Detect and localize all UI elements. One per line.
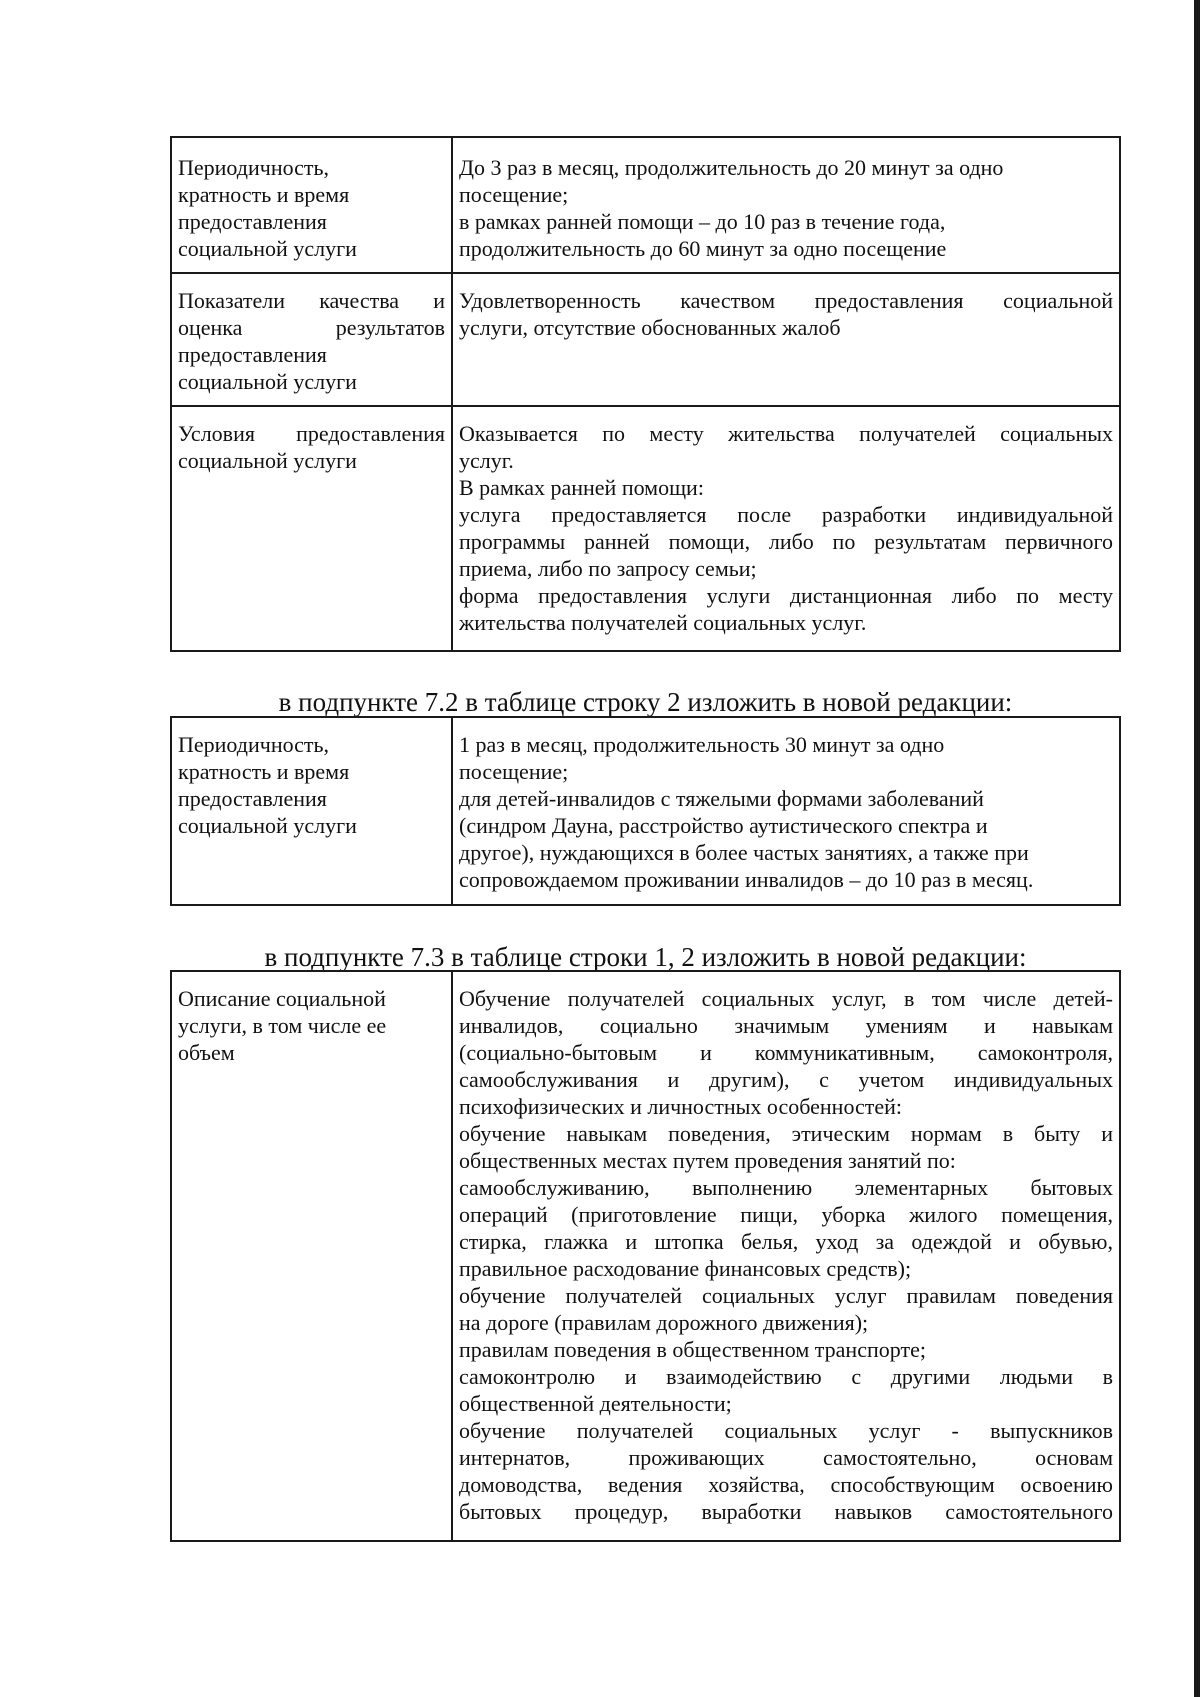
content-line: услуг.	[459, 448, 514, 473]
table-section-7-1	[170, 136, 1121, 652]
heading-subsection-7-3: в подпункте 7.3 в таблице строки 1, 2 изложить в новой редакции:	[264, 942, 1027, 972]
content-line: общественных местах путем проведения занятий по:	[459, 1148, 956, 1173]
label-line: услуги, в том числе ее	[178, 1013, 387, 1038]
label-line: Описание социальной	[178, 986, 386, 1011]
content-line: посещение;	[459, 759, 569, 784]
content-line: Оказывается по месту жительства получателей социальных	[459, 421, 1113, 446]
content-line: 1 раз в месяц, продолжительность 30 минут за одно	[459, 732, 945, 757]
content-line: (синдром Дауна, расстройство аутистического спектра и	[459, 813, 988, 838]
label-line: социальной услуги	[178, 236, 357, 261]
row-content-periodicity	[452, 717, 1120, 905]
heading-subsection-7-2: в подпункте 7.2 в таблице строку 2 изложить в новой редакции:	[278, 687, 1013, 717]
content-line: посещение;	[459, 182, 569, 207]
row-content-periodicity	[452, 137, 1120, 273]
content-line: форма предоставления услуги дистанционная либо по месту	[459, 583, 1113, 608]
content-line: общественной деятельности;	[459, 1391, 732, 1416]
content-line: самообслуживания и другим), с учетом индивидуальных	[459, 1067, 1113, 1092]
row-content-conditions	[452, 406, 1120, 651]
row-label-description	[171, 971, 452, 1541]
content-line: стирка, глажка и штопка белья, уход за одеждой и обувью,	[459, 1229, 1113, 1254]
content-line: домоводства, ведения хозяйства, способствующим освоению	[459, 1472, 1113, 1497]
content-line: правильное расходование финансовых средств);	[459, 1256, 912, 1281]
label-line: кратность и время	[178, 759, 350, 784]
label-line: Периодичность,	[178, 155, 330, 180]
content-line: интернатов, проживающих самостоятельно, основам	[459, 1445, 1113, 1470]
content-line: В рамках ранней помощи:	[459, 475, 704, 500]
table-row	[171, 137, 1120, 273]
label-line: кратность и время	[178, 182, 350, 207]
label-line: предоставления	[178, 209, 327, 234]
table-section-7-2	[170, 716, 1121, 906]
content-line: инвалидов, социально значимым умениям и навыкам	[459, 1013, 1113, 1038]
row-content-quality	[452, 273, 1120, 406]
table-row	[171, 273, 1120, 406]
content-line: приема, либо по запросу семьи;	[459, 556, 757, 581]
label-line: объем	[178, 1040, 235, 1065]
content-line: в рамках ранней помощи – до 10 раз в течение года,	[459, 209, 946, 234]
scan-edge	[1194, 0, 1200, 1697]
label-line: Периодичность,	[178, 732, 330, 757]
content-line: обучение получателей социальных услуг правилам поведения	[459, 1283, 1113, 1308]
content-line: самоконтролю и взаимодействию с другими людьми в	[459, 1364, 1113, 1389]
content-line: другое), нуждающихся в более частых занятиях, а также при	[459, 840, 1029, 865]
table-row	[171, 406, 1120, 651]
table-row	[171, 717, 1120, 905]
row-label-periodicity	[171, 717, 452, 905]
label-line: предоставления	[178, 342, 327, 367]
content-line: Удовлетворенность качеством предоставления социальной	[459, 288, 1113, 313]
content-line: До 3 раз в месяц, продолжительность до 20 минут за одно	[459, 155, 1004, 180]
table-section-7-3	[170, 970, 1121, 1542]
content-line: обучение навыкам поведения, этическим нормам в быту и	[459, 1121, 1113, 1146]
content-line: психофизических и личностных особенностей:	[459, 1094, 903, 1119]
content-line: услуги, отсутствие обоснованных жалоб	[459, 315, 841, 340]
content-line: жительства получателей социальных услуг.	[459, 610, 867, 635]
content-line: программы ранней помощи, либо по результатам первичного	[459, 529, 1113, 554]
content-line: самообслуживанию, выполнению элементарных бытовых	[459, 1175, 1113, 1200]
row-content-description	[452, 971, 1120, 1541]
row-label-periodicity	[171, 137, 452, 273]
content-line: обучение получателей социальных услуг - выпускников	[459, 1418, 1113, 1443]
label-line: социальной услуги	[178, 448, 357, 473]
label-line: социальной услуги	[178, 369, 357, 394]
content-line: правилам поведения в общественном транспорте;	[459, 1337, 926, 1362]
content-line: сопровождаемом проживании инвалидов – до 10 раз в месяц.	[459, 867, 1034, 892]
content-line: Обучение получателей социальных услуг, в том числе детей-	[459, 986, 1113, 1011]
content-line: (социально-бытовым и коммуникативным, самоконтроля,	[459, 1040, 1113, 1065]
label-line: Условия предоставления	[178, 421, 445, 446]
content-line: бытовых процедур, выработки навыков самостоятельного	[459, 1499, 1113, 1524]
label-line: предоставления	[178, 786, 327, 811]
content-line: услуга предоставляется после разработки индивидуальной	[459, 502, 1113, 527]
content-line: на дороге (правилам дорожного движения);	[459, 1310, 869, 1335]
row-label-quality	[171, 273, 452, 406]
label-line: Показатели качества и	[178, 288, 445, 313]
row-label-conditions	[171, 406, 452, 651]
content-line: продолжительность до 60 минут за одно посещение	[459, 236, 947, 261]
label-line: социальной услуги	[178, 813, 357, 838]
content-line: для детей-инвалидов с тяжелыми формами заболеваний	[459, 786, 984, 811]
content-line: операций (приготовление пищи, уборка жилого помещения,	[459, 1202, 1113, 1227]
table-row	[171, 971, 1120, 1541]
label-line: оценка результатов	[178, 315, 445, 340]
